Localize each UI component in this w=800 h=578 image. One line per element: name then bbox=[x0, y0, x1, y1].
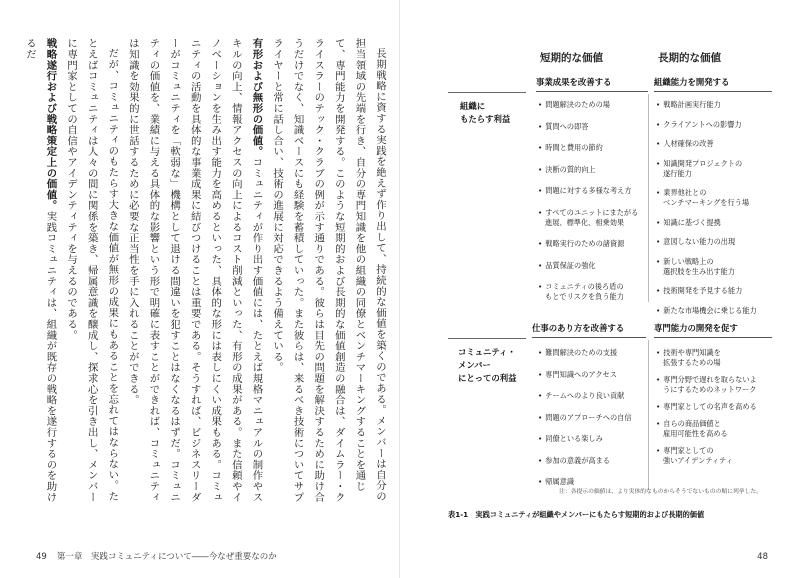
short-org-item-9 bbox=[538, 282, 624, 302]
long-member-item-3 bbox=[656, 402, 757, 412]
short-member-item-3 bbox=[538, 391, 624, 401]
short-member-item-4 bbox=[538, 413, 632, 423]
short-member-item-2-line1: 専門知識へのアクセス bbox=[545, 369, 617, 379]
long-org-item-3 bbox=[656, 139, 714, 149]
long-member-item-4-line1: 自らの商品価値と bbox=[663, 419, 721, 428]
row1-rule bbox=[448, 92, 526, 93]
short-member-item-1-line1: 難問解決のための支援 bbox=[545, 348, 618, 357]
subheader-work: 仕事のあり方を改善する bbox=[532, 322, 646, 338]
long-member-item-2 bbox=[656, 375, 757, 395]
short-org-item-2-line1: 質問への即答 bbox=[545, 121, 589, 131]
row2-label bbox=[458, 346, 516, 385]
paragraph-2-body: コミュニティが作り出す価値には、たとえば規格マニュアルの制作やスキルの向上、情報アクセスの向上によるコスト削減といった、有形の成果がある。また信頼やイノベーションを生み出す能力を高めるといった、具体的な形には表しにくい成果もある。コミュニティの活動を具体的な事業成果に結びつけることは重要である。そうすれば、ビジネスリーダーがコミュニティを「軟弱な」機構として退ける間違いを犯すことはなくなるはずだ。コミュニティの価値を、業績に与える具体的な影響という形で明確に表すことができれば、コミュニティは知識を効果的に世話するために必要な正当性を手に入れることができる。 bbox=[126, 38, 263, 503]
long-org-item-8-line2: 選択肢を生み出す能力 bbox=[663, 266, 735, 276]
short-org-item-3 bbox=[538, 143, 603, 153]
long-org-item-1 bbox=[656, 100, 721, 110]
long-org-item-5-line2: ベンチマーキングを行う場 bbox=[663, 198, 750, 207]
caption-text: 実践コミュニティが組織やメンバーにもたらす短期的および長期的価値 bbox=[475, 510, 705, 519]
right-page-number: 48 bbox=[757, 552, 768, 562]
row2-label-line2: メンバー bbox=[458, 360, 491, 370]
row1-label-line2: もたらす利益 bbox=[460, 114, 511, 124]
short-member-item-2 bbox=[538, 370, 617, 380]
section-heading-strategy: 戦略遂行および戦略策定上の価値。 bbox=[44, 38, 57, 211]
paragraph-4-body: 実践コミュニティは、組織が既存の戦略を遂行するのを助けるだ bbox=[23, 38, 57, 503]
right-page bbox=[400, 0, 800, 578]
short-org-item-8-line1: 品質保証の強化 bbox=[545, 260, 596, 270]
left-page-number: 49 bbox=[36, 552, 47, 562]
subheader-capability: 組織能力を開発する bbox=[654, 76, 772, 92]
long-member-item-1-line2: 拡張するための場 bbox=[663, 358, 721, 367]
long-org-item-7-line1: 意図しない能力の出現 bbox=[663, 237, 736, 246]
long-member-item-2-line1: 専門分野で遅れを取らないよ bbox=[663, 375, 757, 384]
short-org-item-6-line2: 進展、標準化、相乗効果 bbox=[545, 217, 625, 227]
row1-label-line1: 組織に bbox=[460, 101, 486, 111]
short-member-item-6 bbox=[538, 456, 610, 466]
long-org-item-4 bbox=[656, 159, 742, 179]
short-org-item-9-line1: コミュニティの後ろ盾の bbox=[545, 282, 624, 291]
running-head: 第一章 実践コミュニティについて――今なぜ重要なのか bbox=[56, 552, 277, 562]
col-header-long: 長期的な価値 bbox=[658, 52, 721, 64]
section-heading-tangible: 有形および無形の価値。 bbox=[250, 38, 263, 157]
short-org-item-6 bbox=[538, 208, 638, 228]
long-org-item-9-line1: 技術開発を予見する能力 bbox=[663, 286, 743, 295]
short-member-item-1 bbox=[538, 348, 617, 358]
long-org-item-4-line2: 遂行能力 bbox=[663, 168, 692, 178]
long-org-item-5 bbox=[656, 188, 749, 208]
left-folio bbox=[36, 550, 287, 562]
row2-label-line3: にとっての利益 bbox=[458, 373, 517, 383]
table-caption bbox=[448, 510, 704, 520]
subheader-business: 事業成果を改善する bbox=[536, 76, 648, 92]
short-org-item-1 bbox=[538, 100, 610, 110]
short-org-item-5 bbox=[538, 186, 632, 196]
short-org-item-7-line1: 戦略実行のための諸資源 bbox=[545, 239, 625, 248]
long-member-item-5 bbox=[656, 446, 733, 466]
short-org-item-5-line1: 問題に対する多様な考え方 bbox=[545, 186, 632, 195]
long-org-item-8-line1: 新しい戦略上の bbox=[663, 256, 714, 266]
column-separator-bottom bbox=[648, 340, 649, 490]
long-org-item-10 bbox=[656, 306, 757, 316]
short-member-item-5-line1: 同僚といる楽しみ bbox=[545, 434, 603, 443]
long-member-item-1-line1: 技術や専門知識を bbox=[663, 348, 721, 357]
long-org-item-6-line1: 知識に基づく提携 bbox=[663, 217, 721, 227]
short-org-item-8 bbox=[538, 261, 596, 271]
long-org-item-4-line1: 知識開発プロジェクトの bbox=[663, 158, 743, 168]
long-org-item-3-line1: 人材確保の改善 bbox=[663, 139, 714, 148]
long-member-item-2-line2: うにするためのネットワーク bbox=[663, 385, 757, 394]
long-member-item-4 bbox=[656, 419, 728, 439]
long-org-item-9 bbox=[656, 286, 742, 296]
long-org-item-10-line1: 新たな市場機会に乗じる能力 bbox=[663, 305, 757, 315]
long-org-item-6 bbox=[656, 218, 721, 228]
row2-label-line1: コミュニティ・ bbox=[458, 347, 516, 357]
long-member-item-5-line2: 強いアイデンティティ bbox=[663, 456, 733, 465]
long-org-item-8 bbox=[656, 257, 735, 277]
short-member-item-6-line1: 参加の意義が高まる bbox=[545, 455, 610, 465]
caption-label: 表1-1 bbox=[448, 510, 469, 519]
paragraph-2 bbox=[122, 38, 266, 506]
table-note: 注：各提示の価値は、より実体的なものからそうでないものの順に列挙した。 bbox=[559, 489, 762, 495]
short-org-item-4-line1: 決断の質的向上 bbox=[545, 164, 596, 174]
long-org-item-1-line1: 戦略計画実行能力 bbox=[663, 100, 721, 109]
long-org-item-7 bbox=[656, 237, 735, 247]
short-member-item-5 bbox=[538, 434, 603, 444]
short-org-item-1-line1: 問題解決のための場 bbox=[545, 100, 610, 109]
short-member-item-3-line1: チームへのより良い貢献 bbox=[545, 391, 625, 400]
paragraph-4 bbox=[19, 38, 60, 506]
short-org-item-3-line1: 時間と費用の節約 bbox=[545, 143, 603, 152]
body-text bbox=[19, 38, 390, 506]
short-org-item-4 bbox=[538, 165, 596, 175]
short-member-item-7-line1: 帰属意識 bbox=[545, 477, 575, 486]
long-org-item-2-line1: クライアントへの影響力 bbox=[663, 119, 742, 129]
long-member-item-3-line1: 専門家としての名声を高める bbox=[663, 402, 757, 411]
long-member-item-5-line1: 専門家としての bbox=[663, 446, 714, 455]
column-separator-top bbox=[648, 94, 649, 302]
paragraph-3: だが、コミュニティのもたらす大きな価値が無形の成果にもあることを忘れてはならない。たとえばコミュニティは人々の間に関係を築き、帰属意識を醸成し、探求心を引き出し、メンバーに専門家としての自信やアイデンティティを与えるのである。 bbox=[65, 38, 119, 503]
col-header-short: 短期的な価値 bbox=[540, 52, 603, 64]
short-org-item-6-line1: すべてのユニットにまたがる bbox=[545, 207, 639, 217]
long-member-item-1 bbox=[656, 348, 721, 368]
short-org-item-2 bbox=[538, 122, 588, 132]
long-member-item-4-line2: 雇用可能性を高める bbox=[663, 429, 728, 438]
row2-rule bbox=[448, 338, 526, 339]
short-org-item-7 bbox=[538, 239, 624, 249]
row1-label bbox=[460, 100, 510, 126]
long-org-item-2 bbox=[656, 120, 742, 130]
subheader-professional: 専門能力の開発を促す bbox=[654, 322, 772, 338]
short-org-item-9-line2: もとでリスクを負う能力 bbox=[545, 292, 624, 301]
long-org-item-5-line1: 業界他社との bbox=[663, 188, 707, 197]
short-member-item-4-line1: 問題のアプローチへの自信 bbox=[545, 412, 632, 422]
paragraph-1: 長期戦略に資する実践を絶えず作り出して、持続的な価値を築くのである。メンバーは自分の担当領域の先端を行き、自分の専門知識を他の組織の同僚とベンチマーキングすることを通じて、専門能力を開発する。このような短期的および長期的な価値創造の融合は、ダイムラー・クライスラーのテック・クラブの例が示す通りである。彼らは目先の問題を解決するために助け合うだけでなく、知識ベースにも経験を蓄積していった。また彼らは、来るべき技術についてサプライヤーと常に話し合い、技術の進展に対応できるよう備えている。 bbox=[271, 38, 386, 503]
